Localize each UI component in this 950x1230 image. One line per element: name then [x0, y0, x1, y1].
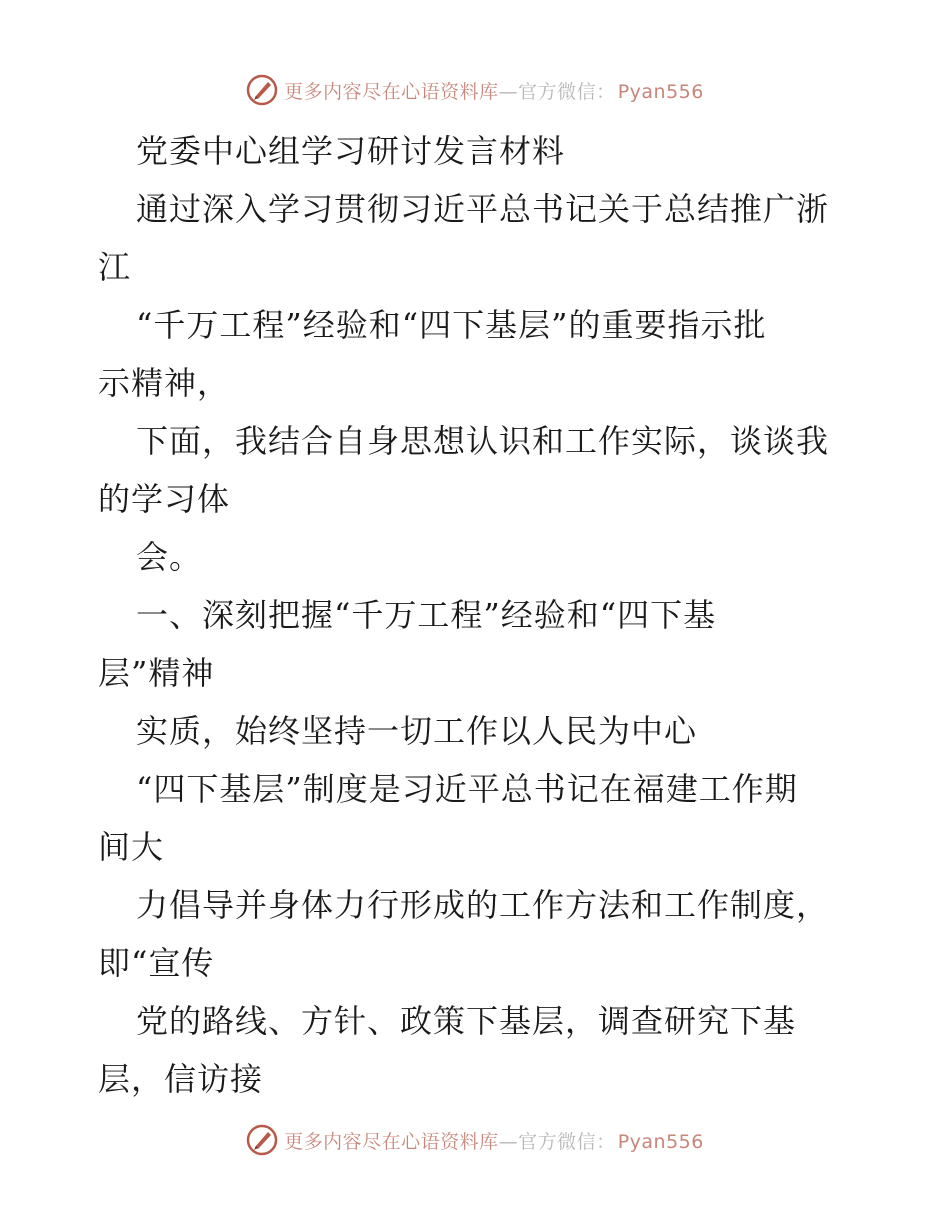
watermark-text [284, 77, 704, 104]
quill-pen-icon [246, 1124, 278, 1156]
section-heading: 层”精神 [98, 654, 215, 692]
paragraph-line: 党的路线、方针、政策下基层，调查研究下基 [136, 1002, 797, 1040]
paragraph-line: 示精神， [98, 364, 231, 402]
paragraph-line: 通过深入学习贯彻习近平总书记关于总结推广浙 [136, 190, 830, 228]
paragraph-line: 江 [98, 248, 132, 286]
paragraph-line: 层，信访接 [98, 1060, 264, 1098]
document-title: 党委中心组学习研讨发言材料 [136, 132, 566, 170]
paragraph-line: “千万工程”经验和“四下基层”的重要指示批 [136, 306, 767, 344]
quill-pen-icon [246, 74, 278, 106]
watermark-brand: 更多内容尽在心语资料库 [284, 1130, 499, 1153]
paragraph-line: 力倡导并身体力行形成的工作方法和工作制度， [136, 886, 830, 924]
paragraph-line: 下面，我结合自身思想认识和工作实际，谈谈我 [136, 422, 830, 460]
paragraph-line: 间大 [98, 828, 165, 866]
watermark-text [284, 1127, 704, 1154]
section-heading: 一、深刻把握“千万工程”经验和“四下基 [136, 596, 717, 634]
watermark-official: —官方微信： [498, 1130, 616, 1153]
watermark-id: Pyan556 [617, 80, 704, 103]
watermark-brand: 更多内容尽在心语资料库 [284, 80, 499, 103]
paragraph-line: 会。 [136, 538, 203, 576]
section-heading: 实质，始终坚持一切工作以人民为中心 [136, 712, 698, 750]
document-body [98, 122, 858, 1108]
paragraph-line: 的学习体 [98, 480, 231, 518]
footer-watermark [0, 1120, 950, 1160]
header-watermark [0, 70, 950, 110]
paragraph-line: 即“宣传 [98, 944, 215, 982]
watermark-official: —官方微信： [498, 80, 616, 103]
watermark-id: Pyan556 [617, 1130, 704, 1153]
paragraph-line: “四下基层”制度是习近平总书记在福建工作期 [136, 770, 798, 808]
